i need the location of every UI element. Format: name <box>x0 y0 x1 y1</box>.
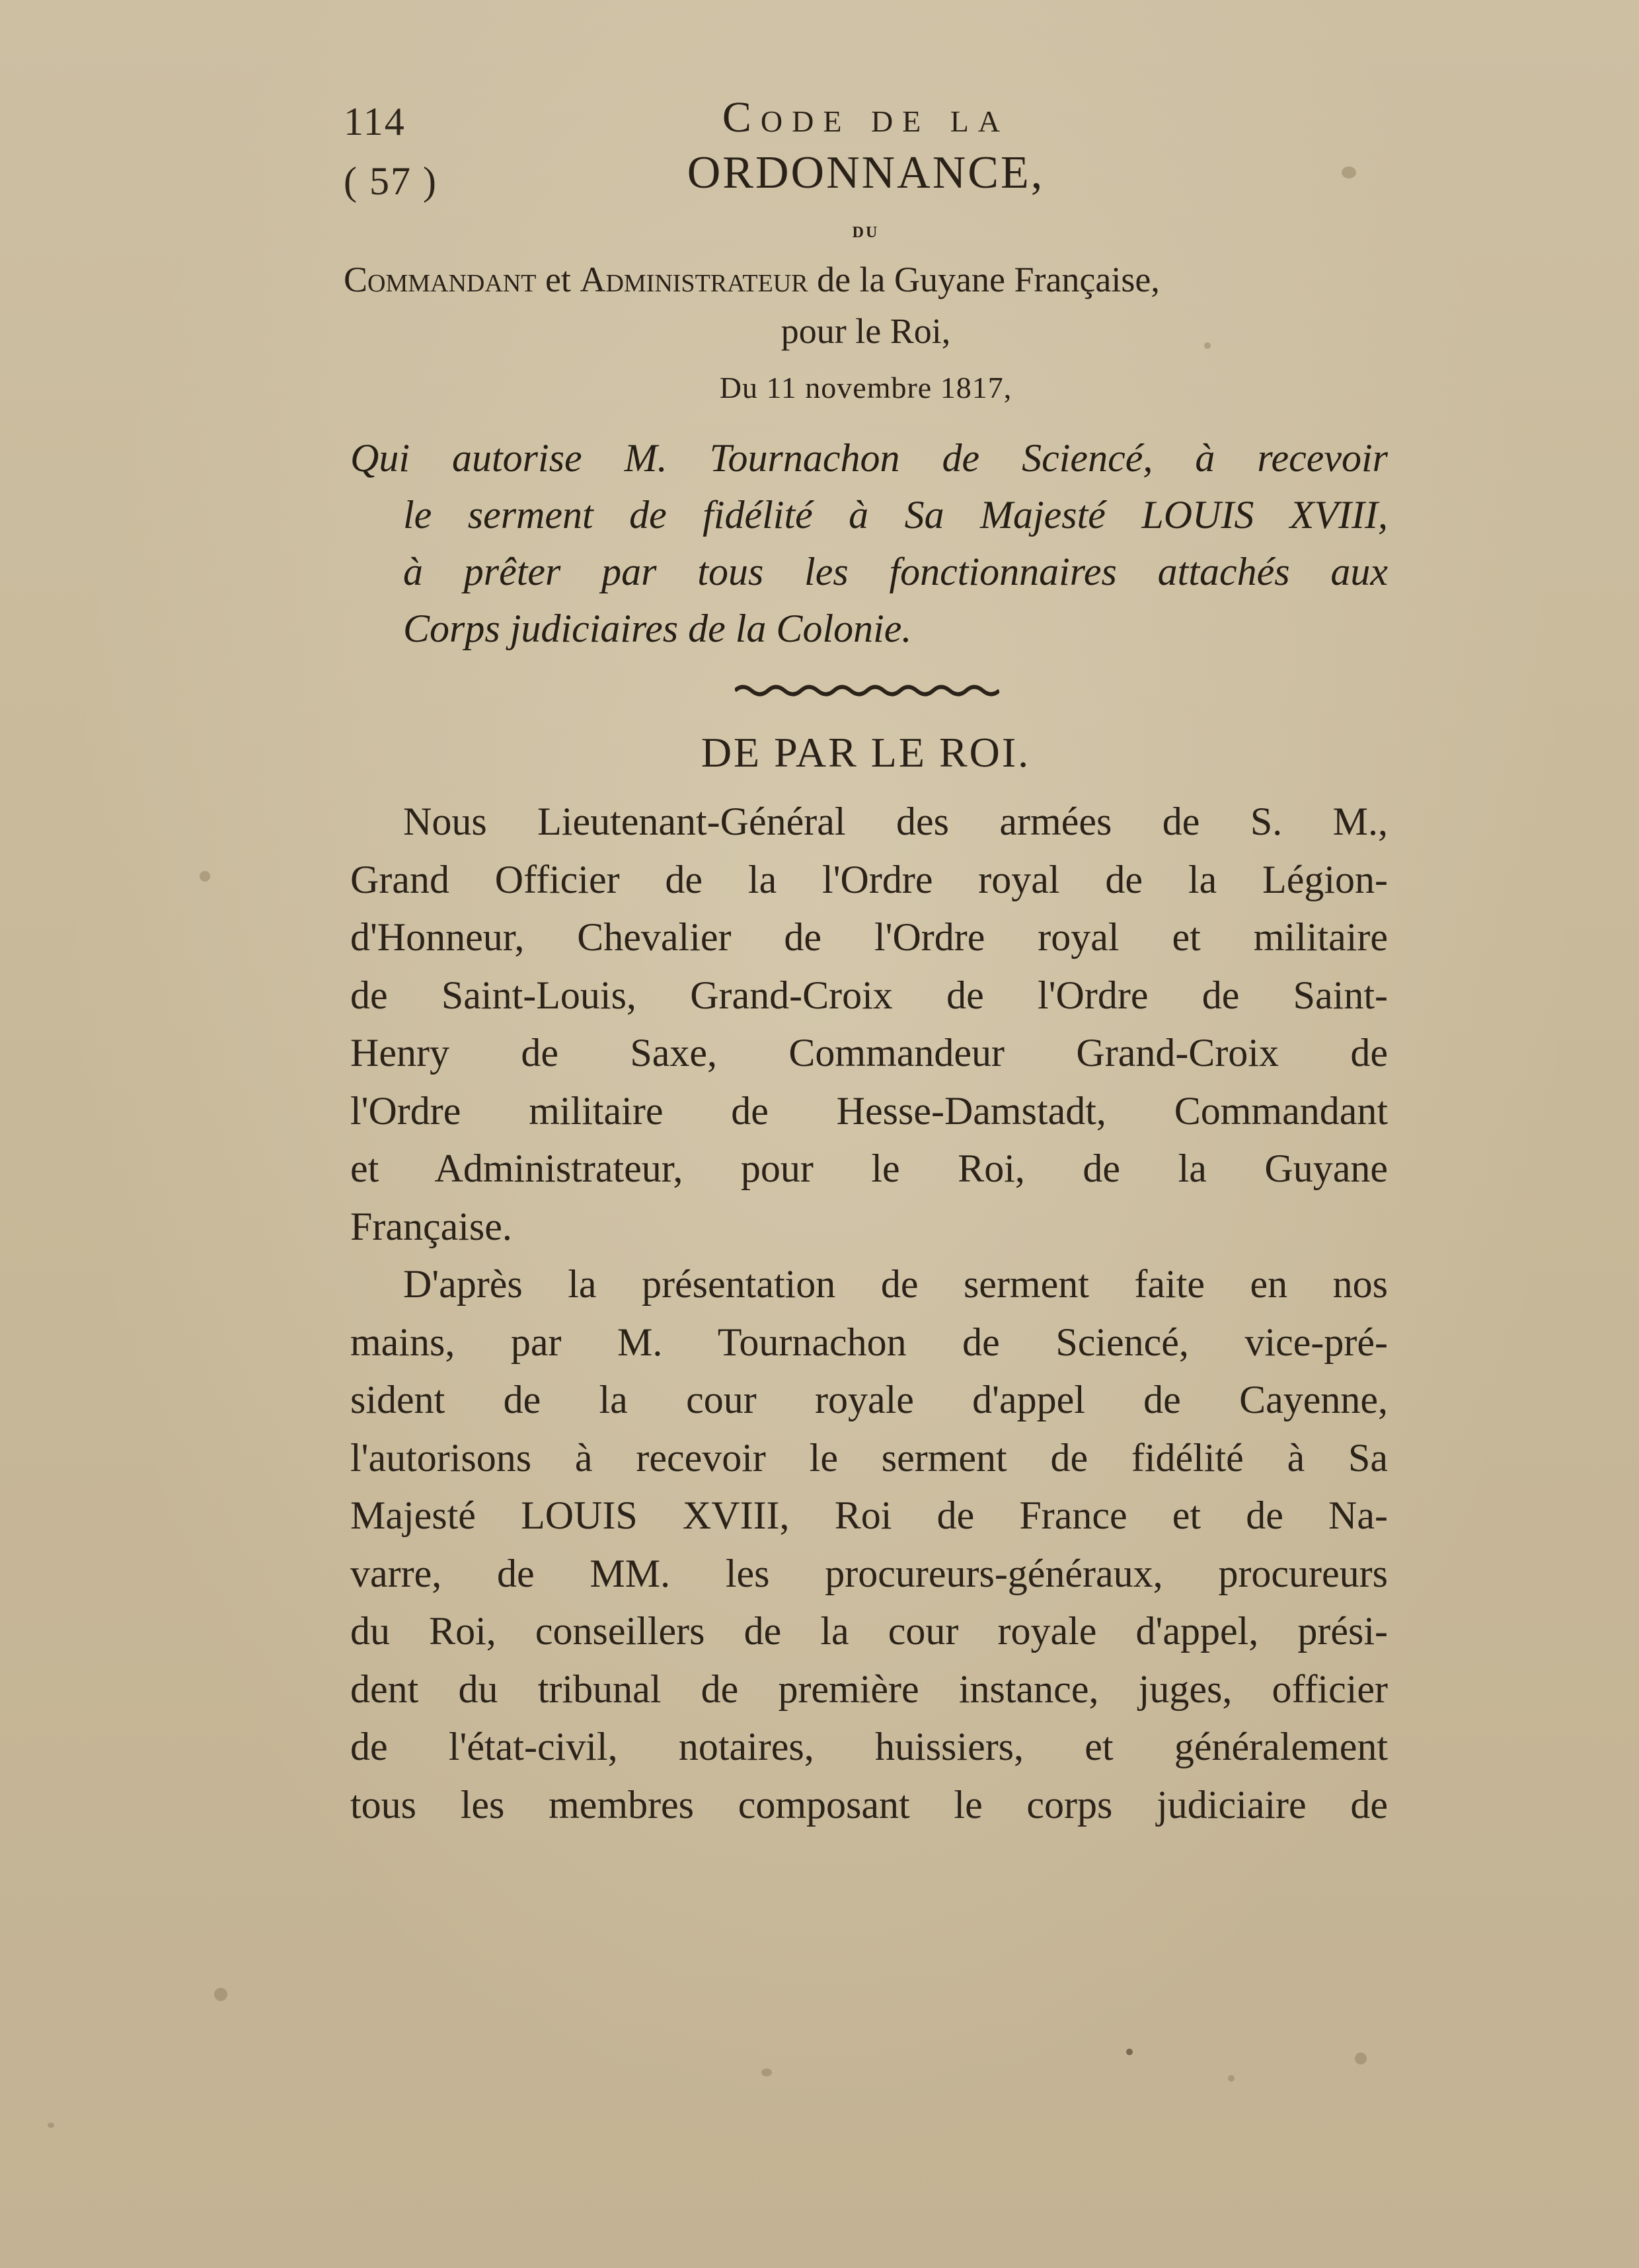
text-line: Majesté LOUIS XVIII, Roi de France et de Na- <box>350 1493 1388 1537</box>
text-line: mains, par M. Tournachon de Sciencé, vice-pré- <box>350 1320 1388 1364</box>
paper-speck <box>761 2068 772 2076</box>
pour-le-roi: pour le Roi, <box>781 311 951 351</box>
administrateur-word: Administrateur <box>580 260 808 299</box>
date-line: Du 11 novembre 1817, <box>719 371 1012 404</box>
code-title: Code de la <box>722 93 1010 141</box>
text-line: du Roi, conseillers de la cour royale d'appel, prési- <box>350 1609 1388 1653</box>
ordonnance-title: ORDONNANCE, <box>687 147 1045 198</box>
summary-line: Qui autorise M. Tournachon de Sciencé, à recevoir <box>350 436 1388 480</box>
text-line: Française. <box>350 1204 512 1248</box>
text-line: sident de la cour royale d'appel de Cayenne, <box>350 1378 1388 1421</box>
page-number-top: 114 <box>344 100 406 143</box>
text-line: varre, de MM. les procureurs-généraux, procureurs <box>350 1551 1388 1595</box>
commandant-word: Commandant <box>344 260 537 299</box>
section-title: DE PAR LE ROI. <box>701 729 1031 776</box>
text-line: de l'état-civil, notaires, huissiers, et généralement <box>350 1725 1388 1768</box>
text-line: et Administrateur, pour le Roi, de la Guyane <box>350 1147 1388 1190</box>
paper-speck <box>48 2123 54 2128</box>
guyane-phrase: de la Guyane Française, <box>808 260 1160 299</box>
paper-speck <box>1126 2049 1133 2055</box>
paper-speck <box>1228 2075 1235 2082</box>
paper-speck <box>1355 2053 1367 2064</box>
text-line: tous les membres composant le corps judiciaire de <box>350 1782 1388 1827</box>
summary-line: à prêter par tous les fonctionnaires attachés aux <box>403 550 1388 593</box>
paper-speck <box>214 1988 227 2001</box>
text-line: Grand Officier de la l'Ordre royal de la Légion- <box>350 857 1388 901</box>
text-line: de Saint-Louis, Grand-Croix de l'Ordre de Saint- <box>350 973 1388 1017</box>
page-number-bottom: ( 57 ) <box>344 159 438 203</box>
summary-block <box>350 430 1388 657</box>
text-line: Henry de Saxe, Commandeur Grand-Croix de <box>350 1031 1388 1075</box>
text-line: l'Ordre militaire de Hesse-Damstadt, Commandant <box>350 1088 1388 1133</box>
text-line: dent du tribunal de première instance, juges, officier <box>350 1667 1388 1711</box>
commandant-line <box>344 259 1388 300</box>
et-word: et <box>536 260 580 299</box>
summary-line: Corps judiciaires de la Colonie. <box>403 607 912 650</box>
ornament-divider <box>735 681 999 700</box>
text-line: d'Honneur, Chevalier de l'Ordre royal et militaire <box>350 915 1388 959</box>
du-label: du <box>852 218 880 243</box>
summary-line: le serment de fidélité à Sa Majesté LOUIS XVIII, <box>403 493 1388 537</box>
body-text <box>350 793 1388 1834</box>
text-line: D'après la présentation de serment faite en nos <box>403 1262 1388 1306</box>
text-line: l'autorisons à recevoir le serment de fidélité à Sa <box>350 1435 1388 1480</box>
paper-speck <box>200 871 210 882</box>
text-line: Nous Lieutenant-Général des armées de S. M., <box>403 800 1388 843</box>
